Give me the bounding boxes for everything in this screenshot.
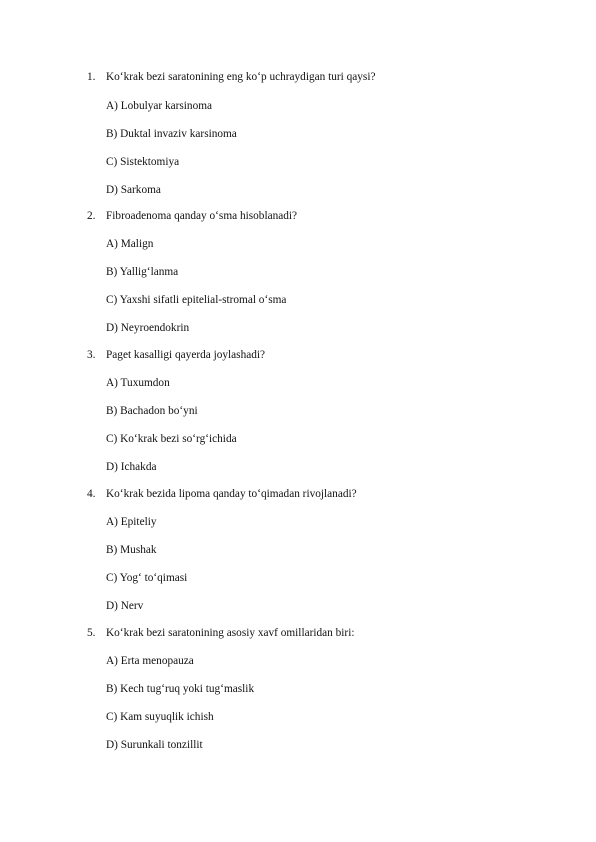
option-b: B) Kech tug‘ruq yoki tug‘maslik xyxy=(106,683,255,695)
option-c: C) Sistektomiya xyxy=(106,156,180,168)
option-b: B) Duktal invaziv karsinoma xyxy=(106,128,237,140)
option-a: A) Lobulyar karsinoma xyxy=(106,100,213,112)
option-b: B) Yallig‘lanma xyxy=(106,266,179,278)
question-number: 2. xyxy=(87,210,96,222)
question-text: Ko‘krak bezi saratonining eng ko‘p uchraydigan turi qaysi? xyxy=(106,71,376,83)
question-number: 4. xyxy=(87,488,96,500)
question-number: 5. xyxy=(87,627,96,639)
question-number: 3. xyxy=(87,349,96,361)
option-a: A) Erta menopauza xyxy=(106,655,194,667)
option-c: C) Kam suyuqlik ichish xyxy=(106,711,214,723)
option-b: B) Bachadon bo‘yni xyxy=(106,405,198,417)
question-number: 1. xyxy=(87,71,96,83)
question-text: Ko‘krak bezi saratonining asosiy xavf omillaridan biri: xyxy=(106,627,355,639)
option-a: A) Tuxumdon xyxy=(106,377,170,389)
option-c: C) Yaxshi sifatli epitelial-stromal o‘sma xyxy=(106,294,287,306)
option-b: B) Mushak xyxy=(106,544,157,556)
option-c: C) Ko‘krak bezi so‘rg‘ichida xyxy=(106,433,237,445)
option-d: D) Nerv xyxy=(106,600,144,612)
question-text: Fibroadenoma qanday o‘sma hisoblanadi? xyxy=(106,210,298,222)
option-d: D) Ichakda xyxy=(106,461,157,473)
option-a: A) Malign xyxy=(106,238,154,250)
option-c: C) Yog‘ to‘qimasi xyxy=(106,572,188,584)
question-text: Ko‘krak bezida lipoma qanday to‘qimadan rivojlanadi? xyxy=(106,488,357,500)
option-d: D) Sarkoma xyxy=(106,184,161,196)
option-a: A) Epiteliy xyxy=(106,516,157,528)
option-d: D) Neyroendokrin xyxy=(106,322,190,334)
option-d: D) Surunkali tonzillit xyxy=(106,739,203,751)
question-text: Paget kasalligi qayerda joylashadi? xyxy=(106,349,266,361)
